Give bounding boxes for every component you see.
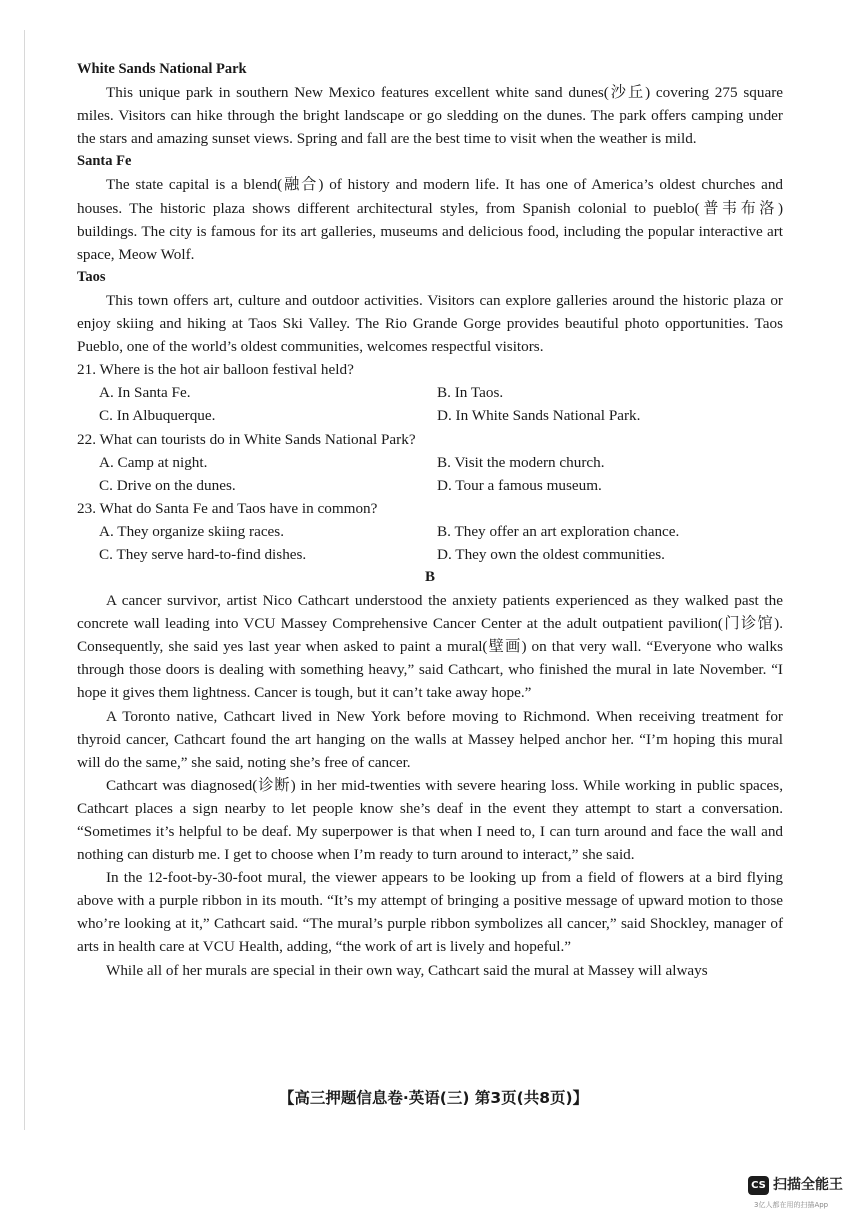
- option-c: C. In Albuquerque.: [99, 407, 216, 425]
- option-d: D. In White Sands National Park.: [437, 407, 641, 425]
- option-b: B. In Taos.: [437, 384, 504, 402]
- section-label-b: B: [424, 569, 435, 586]
- exam-page: [77, 58, 783, 982]
- question-stem: 22. What can tourists do in White Sands National Park?: [77, 430, 416, 448]
- option-b: B. They offer an art exploration chance.: [437, 522, 680, 540]
- option-c: C. Drive on the dunes.: [99, 476, 236, 494]
- question-stem: 21. Where is the hot air balloon festival held?: [77, 361, 354, 379]
- option-d: D. They own the oldest communities.: [437, 545, 665, 563]
- question-21: [77, 358, 783, 427]
- option-a: A. In Santa Fe.: [99, 384, 191, 402]
- paragraph-b-2: A Toronto native, Cathcart lived in New York before moving to Richmond. When receiving treatment for thyroid cancer, Cathcart found the art hanging on the walls at Massey helped anchor her. “I’m hoping this mural will do the same,” she said, noting she’s free of cancer.: [77, 707, 784, 771]
- paragraph-b-5: While all of her murals are special in their own way, Cathcart said the mural at Massey will always: [106, 961, 708, 979]
- heading-santa-fe: Santa Fe: [77, 153, 132, 170]
- paragraph-white-sands: This unique park in southern New Mexico features excellent white sand dunes(沙丘) covering 275 square miles. Visitors can hike through the bright landscape or go sledding on the dunes. The park offers camping under the stars and amazing sunset views. Spring and fall are the best time to visit when the weather is mild.: [77, 84, 783, 148]
- question-stem: 23. What do Santa Fe and Taos have in common?: [77, 499, 378, 517]
- option-a: A. They organize skiing races.: [99, 522, 285, 540]
- paragraph-b-4: In the 12-foot-by-30-foot mural, the viewer appears to be looking up from a field of flowers at a bird flying above with a purple ribbon in its mouth. “It’s my attempt of bringing a positive message of upward motion to those who’re looking at it,” Cathcart said. “The mural’s purple ribbon symbolizes all cancer,” said Shockley, manager of arts in health care at VCU Health, adding, “the work of art is lively and hopeful.”: [77, 869, 784, 956]
- option-d: D. Tour a famous museum.: [437, 476, 602, 494]
- option-a: A. Camp at night.: [99, 453, 208, 471]
- option-c: C. They serve hard-to-find dishes.: [99, 545, 307, 563]
- paragraph-b-1: A cancer survivor, artist Nico Cathcart understood the anxiety patients experienced as they walked past the concrete wall leading into VCU Massey Comprehensive Cancer Center at the adult outpatient pavilion(门诊馆). Consequently, she said yes last year when asked to paint a mural(壁画) on that very wall. “Everyone who walks through those doors is dealing with something heavy,” said Cathcart, who finished the mural in late November. “I hope it gives them lightness. Cancer is tough, but it can’t take away hope.”: [77, 592, 784, 702]
- camscanner-logo-icon: CS: [748, 1176, 769, 1195]
- page-footer: 【高三押题信息卷·英语(三) 第3页(共8页)】: [278, 1089, 589, 1107]
- paragraph-taos: This town offers art, culture and outdoor activities. Visitors can explore galleries around the historic plaza or enjoy skiing and hiking at Taos Ski Valley. The Rio Grande Gorge provides beautiful photo opportunities. Taos Pueblo, one of the world’s oldest communities, welcomes respectful visitors.: [77, 291, 784, 356]
- option-b: B. Visit the modern church.: [437, 453, 605, 471]
- heading-taos: Taos: [77, 268, 106, 285]
- camscanner-watermark: [748, 1176, 860, 1220]
- heading-white-sands: White Sands National Park: [77, 61, 247, 77]
- watermark-name: 扫描全能王: [773, 1177, 843, 1193]
- scan-edge-line: [24, 30, 25, 1130]
- question-22: [77, 428, 783, 497]
- watermark-tagline: 3亿人都在用的扫描App: [754, 1201, 829, 1209]
- paragraph-santa-fe: The state capital is a blend(融合) of history and modern life. It has one of America’s oldest churches and houses. The historic plaza shows different architectural styles, from Spanish colonial to pueblo(普韦布洛) buildings. The city is famous for its art galleries, museums and delicious food, including the popular interactive art space, Meow Wolf.: [77, 176, 784, 263]
- question-23: [77, 497, 783, 566]
- paragraph-b-3: Cathcart was diagnosed(诊断) in her mid-twenties with severe hearing loss. While working in public spaces, Cathcart places a sign nearby to let people know she’s deaf in the event they attempt to start a conversation. “Sometimes it’s helpful to be deaf. My superpower is that when I need to, I can turn around and face the wall and nothing can disturb me. I get to choose when I’m ready to turn around to interact,” she said.: [77, 776, 784, 864]
